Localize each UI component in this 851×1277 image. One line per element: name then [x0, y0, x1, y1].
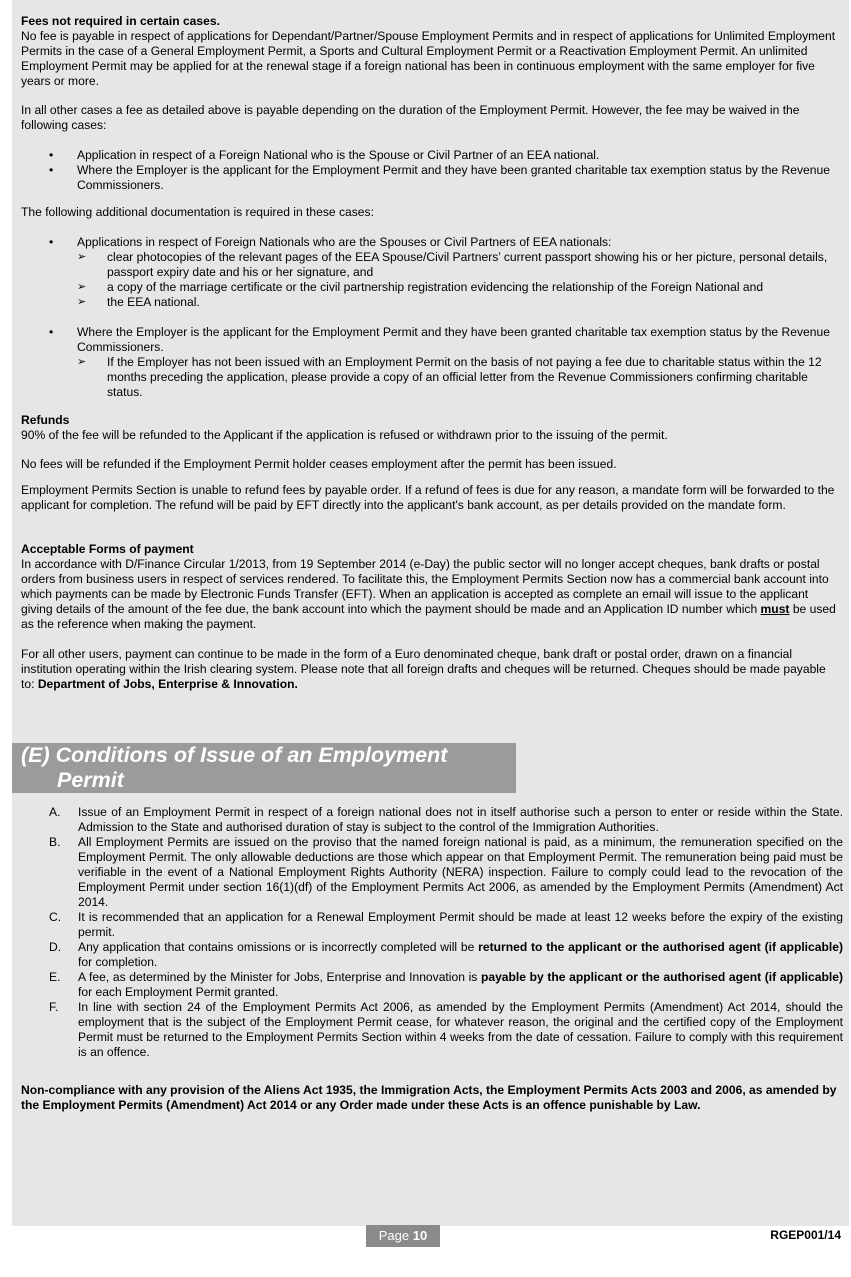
additional-docs-item-2-sublist	[77, 355, 841, 400]
list-item	[21, 940, 843, 970]
payment-p2	[21, 647, 841, 692]
item-letter: F.	[49, 1000, 59, 1014]
document-code: RGEP001/14	[770, 1228, 841, 1242]
refunds-p3: Employment Permits Section is unable to refund fees by payable order. If a refund of fees is due for any reason, a mandate form will be forwarded to the applicant for completion. The refund will be paid by EFT directly into the applicant's bank account, as per details provided on the mandate form.	[21, 483, 835, 512]
payment-p1-must: must	[760, 602, 790, 616]
sub-list-item: ➢ a copy of the marriage certificate or the civil partnership registration evidencing the relationship of the Foreign National and	[77, 280, 841, 295]
fees-not-required-heading: Fees not required in certain cases.	[21, 14, 220, 28]
refunds-heading: Refunds	[21, 413, 70, 427]
fee-waiver-intro: In all other cases a fee as detailed above is payable depending on the duration of the Employment Permit. However, the fee may be waived in the following cases:	[21, 103, 800, 132]
item-text: All Employment Permits are issued on the proviso that the named foreign national is paid, as a minimum, the remuneration specified on the Employment Permit. The only allowable deductions are those which appear on that Employment Permit. The remuneration being paid must be verifiable in the event of a National Employment Rights Authority (NERA) inspection. Failure to comply could lead to the revocation of the Employment Permit under section 16(1)(df) of the Employment Permits Act 2006, as amended by the Employment Permits (Amendment) Act 2014.	[78, 835, 843, 909]
list-item	[21, 325, 841, 400]
fees-not-required-section	[21, 14, 841, 89]
item-letter: C.	[49, 910, 62, 924]
list-item: • Application in respect of a Foreign National who is the Spouse or Civil Partner of an EEA national.	[21, 148, 841, 163]
section-e-title-line-2: Permit	[57, 768, 124, 792]
payment-p1-end: be used as the reference when making the payment.	[21, 602, 836, 631]
list-item	[21, 1000, 843, 1060]
additional-docs-section	[21, 205, 841, 400]
sub-list-item: ➢ the EEA national.	[77, 295, 841, 310]
non-compliance-notice: Non-compliance with any provision of the Aliens Act 1935, the Immigration Acts, the Employment Permits Acts 2003 and 2006, as amended by the Employment Permits (Amendment) Act 2014 or any Order made under these Acts is an offence punishable by Law.	[21, 1083, 837, 1112]
payment-section	[21, 542, 841, 692]
fees-not-required-body: No fee is payable in respect of applications for Dependant/Partner/Spouse Employment Permits and in respect of applications for Unlimited Employment Permits in the case of a General Employment Permit, a Sports and Cultural Employment Permit or a Reactivation Employment Permit. An unlimited Employment Permit may be applied for at the renewal stage if a foreign national has been in continuous employment with the same employer for five years or more.	[21, 29, 836, 88]
sub-list-item: ➢ If the Employer has not been issued with an Employment Permit on the basis of not paying a fee due to charitable status within the 12 months preceding the application, please provide a copy of an official letter from the Revenue Commissioners confirming charitable status.	[77, 355, 841, 400]
item-letter: B.	[49, 835, 61, 849]
list-item	[21, 970, 843, 1000]
item-text-end: for each Employment Permit granted.	[78, 985, 279, 999]
item-text-start: A fee, as determined by the Minister for Jobs, Enterprise and Innovation is	[78, 970, 481, 984]
list-item: • Where the Employer is the applicant for the Employment Permit and they have been granted charitable tax exemption status by the Revenue Commissioners.	[21, 163, 841, 193]
fee-waiver-section	[21, 103, 841, 193]
page-label: Page	[378, 1228, 410, 1243]
payment-heading: Acceptable Forms of payment	[21, 542, 194, 556]
page-content	[12, 0, 849, 1226]
item-text-bold: payable by the applicant or the authorised agent (if applicable)	[480, 970, 843, 984]
section-e-title-line-1: (E) Conditions of Issue of an Employment	[21, 743, 448, 767]
item-letter: A.	[49, 805, 61, 819]
page-number-tab	[366, 1225, 440, 1247]
item-text: It is recommended that an application for a Renewal Employment Permit should be made at least 12 weeks before the expiry of the existing permit.	[78, 910, 843, 939]
conditions-list	[21, 805, 843, 1060]
section-e-title	[12, 743, 516, 793]
sub-list-item: ➢ clear photocopies of the relevant pages of the EEA Spouse/Civil Partners’ current passport showing his or her picture, personal details, passport expiry date and his or her signature, and	[77, 250, 841, 280]
additional-docs-intro: The following additional documentation is required in these cases:	[21, 205, 374, 219]
additional-docs-item-1: Applications in respect of Foreign Nationals who are the Spouses or Civil Partners of EEA nationals:	[77, 235, 612, 249]
list-item	[21, 835, 843, 910]
additional-docs-item-1-sublist	[77, 250, 841, 310]
item-text-bold: returned to the applicant or the authorised agent (if applicable)	[478, 940, 843, 954]
additional-docs-list	[21, 235, 841, 400]
payment-p2-start: For all other users, payment can continue to be made in the form of a Euro denominated cheque, bank draft or postal order, drawn on a financial institution operating within the Irish clearing system. Please note that all foreign drafts and cheques will be returned. Cheques should be made payable to:	[21, 647, 826, 691]
payment-p1	[21, 557, 841, 632]
page-number: 10	[412, 1228, 428, 1243]
refunds-p2: No fees will be refunded if the Employment Permit holder ceases employment after the permit has been issued.	[21, 457, 617, 471]
fee-waiver-list	[21, 148, 841, 193]
item-text-start: Any application that contains omissions or is incorrectly completed will be	[78, 940, 479, 954]
list-item	[21, 805, 843, 835]
item-text: Issue of an Employment Permit in respect of a foreign national does not in itself authorise such a person to enter or reside within the State. Admission to the State and authorised duration of stay is subject to the control of the Immigration Authorities.	[78, 805, 843, 834]
item-letter: E.	[49, 970, 61, 984]
item-letter: D.	[49, 940, 62, 954]
item-text-end: for completion.	[78, 955, 158, 969]
refunds-section	[21, 413, 841, 513]
conditions-list-section	[21, 805, 843, 1060]
item-text: In line with section 24 of the Employment Permits Act 2006, as amended by the Employment Permits (Amendment) Act 2014, should the employment that is the subject of the Employment Permit cease, for whatever reason, the original and the certified copy of the Employment Permit must be returned to the Employment Permits Section within 4 weeks from the date of cessation. Failure to comply with this requirement is an offence.	[78, 1000, 843, 1059]
payment-p2-payee: Department of Jobs, Enterprise & Innovation.	[37, 677, 298, 691]
list-item	[21, 235, 841, 310]
additional-docs-item-2: Where the Employer is the applicant for the Employment Permit and they have been granted charitable tax exemption status by the Revenue Commissioners.	[77, 325, 830, 354]
refunds-p1: 90% of the fee will be refunded to the Applicant if the application is refused or withdrawn prior to the issuing of the permit.	[21, 428, 668, 442]
payment-p1-start: In accordance with D/Finance Circular 1/2013, from 19 September 2014 (e-Day) the public sector will no longer accept cheques, bank drafts or postal orders from business users in respect of services rendered. To facilitate this, the Employment Permits Section now has a commercial bank account into which payments can be made by Electronic Funds Transfer (EFT). When an application is accepted as complete an email will issue to the applicant giving details of the amount of the fee due, the bank account into which the payment should be made and an Application ID number which	[21, 557, 829, 616]
list-item	[21, 910, 843, 940]
